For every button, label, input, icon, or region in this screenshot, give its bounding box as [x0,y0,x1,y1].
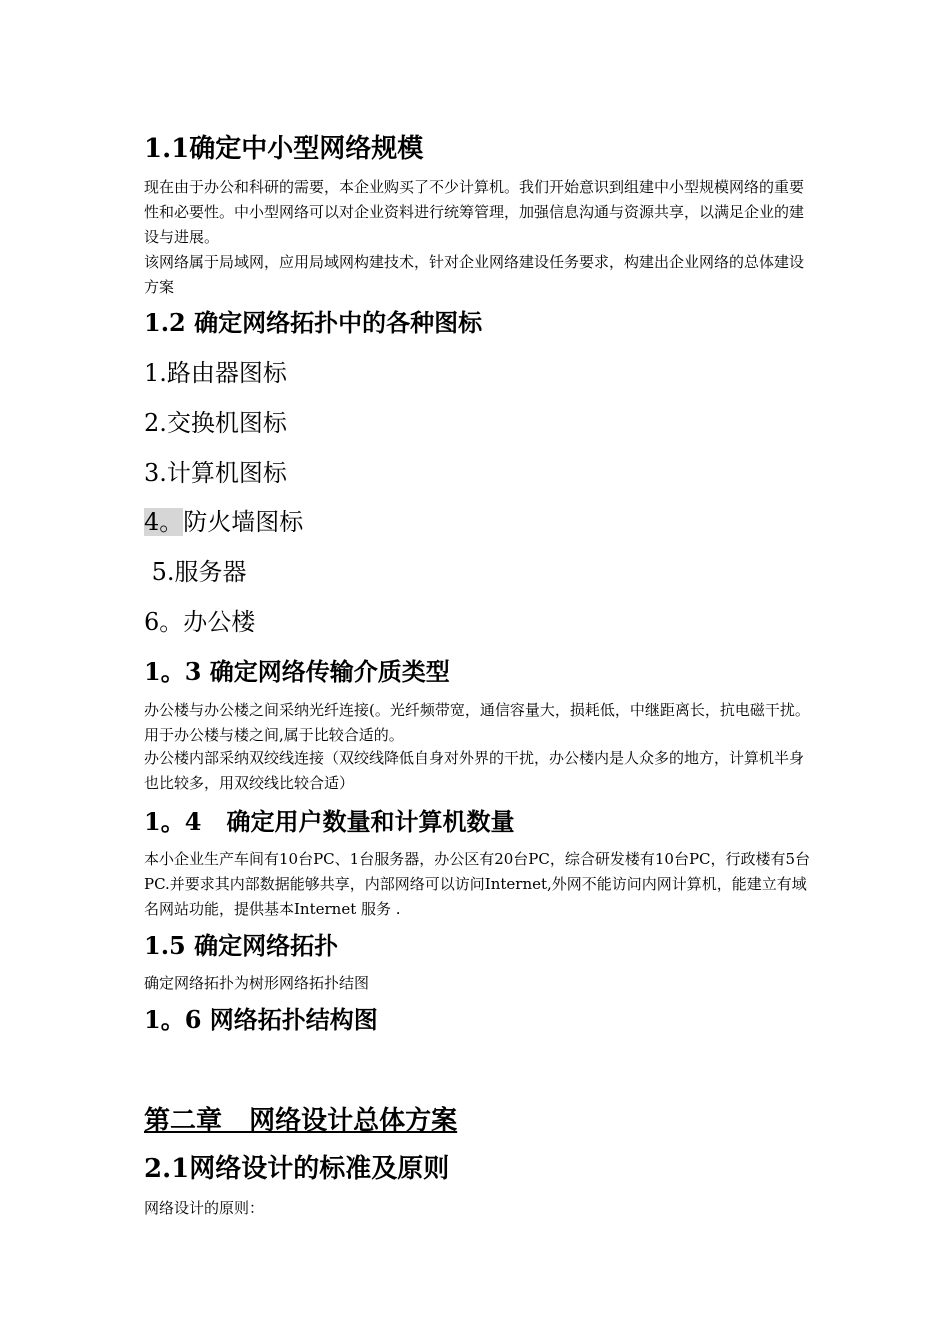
paragraph-1-3-a: 办公楼与办公楼之间采纳光纤连接(。光纤频带宽，通信容量大，损耗低，中继距离长，抗电磁干扰。用于办公楼与楼之间,属于比较合适的。 [144,701,810,744]
list-item-firewall [144,506,814,538]
list-item-router: 1.路由器图标 [144,359,287,387]
list-item-office-building: 6。办公楼 [144,608,256,636]
list-item-firewall-label: 防火墙图标 [183,508,304,536]
paragraph-1-4: 本小企业生产车间有10台PC、1台服务器，办公区有20台PC，综合研发楼有10台PC，行政楼有5台PC.并要求其内部数据能够共享，内部网络可以访问Internet,外网不能访问内网计算机，能建立有域名网站功能，提供基本Internet 服务 . [144,850,811,918]
heading-1-3: 1。3 确定网络传输介质类型 [144,657,450,686]
heading-1-1: 1.1确定中小型网络规模 [144,134,424,164]
heading-2-1: 2.1网络设计的标准及原则 [144,1154,450,1184]
heading-1-5: 1.5 确定网络拓扑 [144,931,339,960]
paragraph-2-1: 网络设计的原则： [144,1199,265,1217]
paragraph-1-5: 确定网络拓扑为树形网络拓扑结图 [144,974,370,992]
list-item-server: 5.服务器 [144,558,247,586]
chapter-2-heading: 第二章 网络设计总体方案 [144,1106,458,1136]
list-item-computer: 3.计算机图标 [144,459,287,487]
list-item-switch: 2.交换机图标 [144,409,287,437]
paragraph-1-3-b: 办公楼内部采纳双绞线连接（双绞线降低自身对外界的干扰，办公楼内是人众多的地方，计算机半身也比较多，用双绞线比较合适） [144,749,805,792]
paragraph-1-1-a: 现在由于办公和科研的需要，本企业购买了不少计算机。我们开始意识到组建中小型规模网络的重要性和必要性。中小型网络可以对企业资料进行统筹管理，加强信息沟通与资源共享，以满足企业的建设与进展。 [144,178,805,246]
highlighted-number: 4。 [144,508,184,536]
heading-1-4: 1。4 确定用户数量和计算机数量 [144,807,515,836]
heading-1-6: 1。6 网络拓扑结构图 [144,1005,378,1034]
heading-1-2: 1.2 确定网络拓扑中的各种图标 [144,308,483,337]
paragraph-1-1-b: 该网络属于局域网，应用局域网构建技术，针对企业网络建设任务要求，构建出企业网络的总体建设方案 [144,253,805,296]
